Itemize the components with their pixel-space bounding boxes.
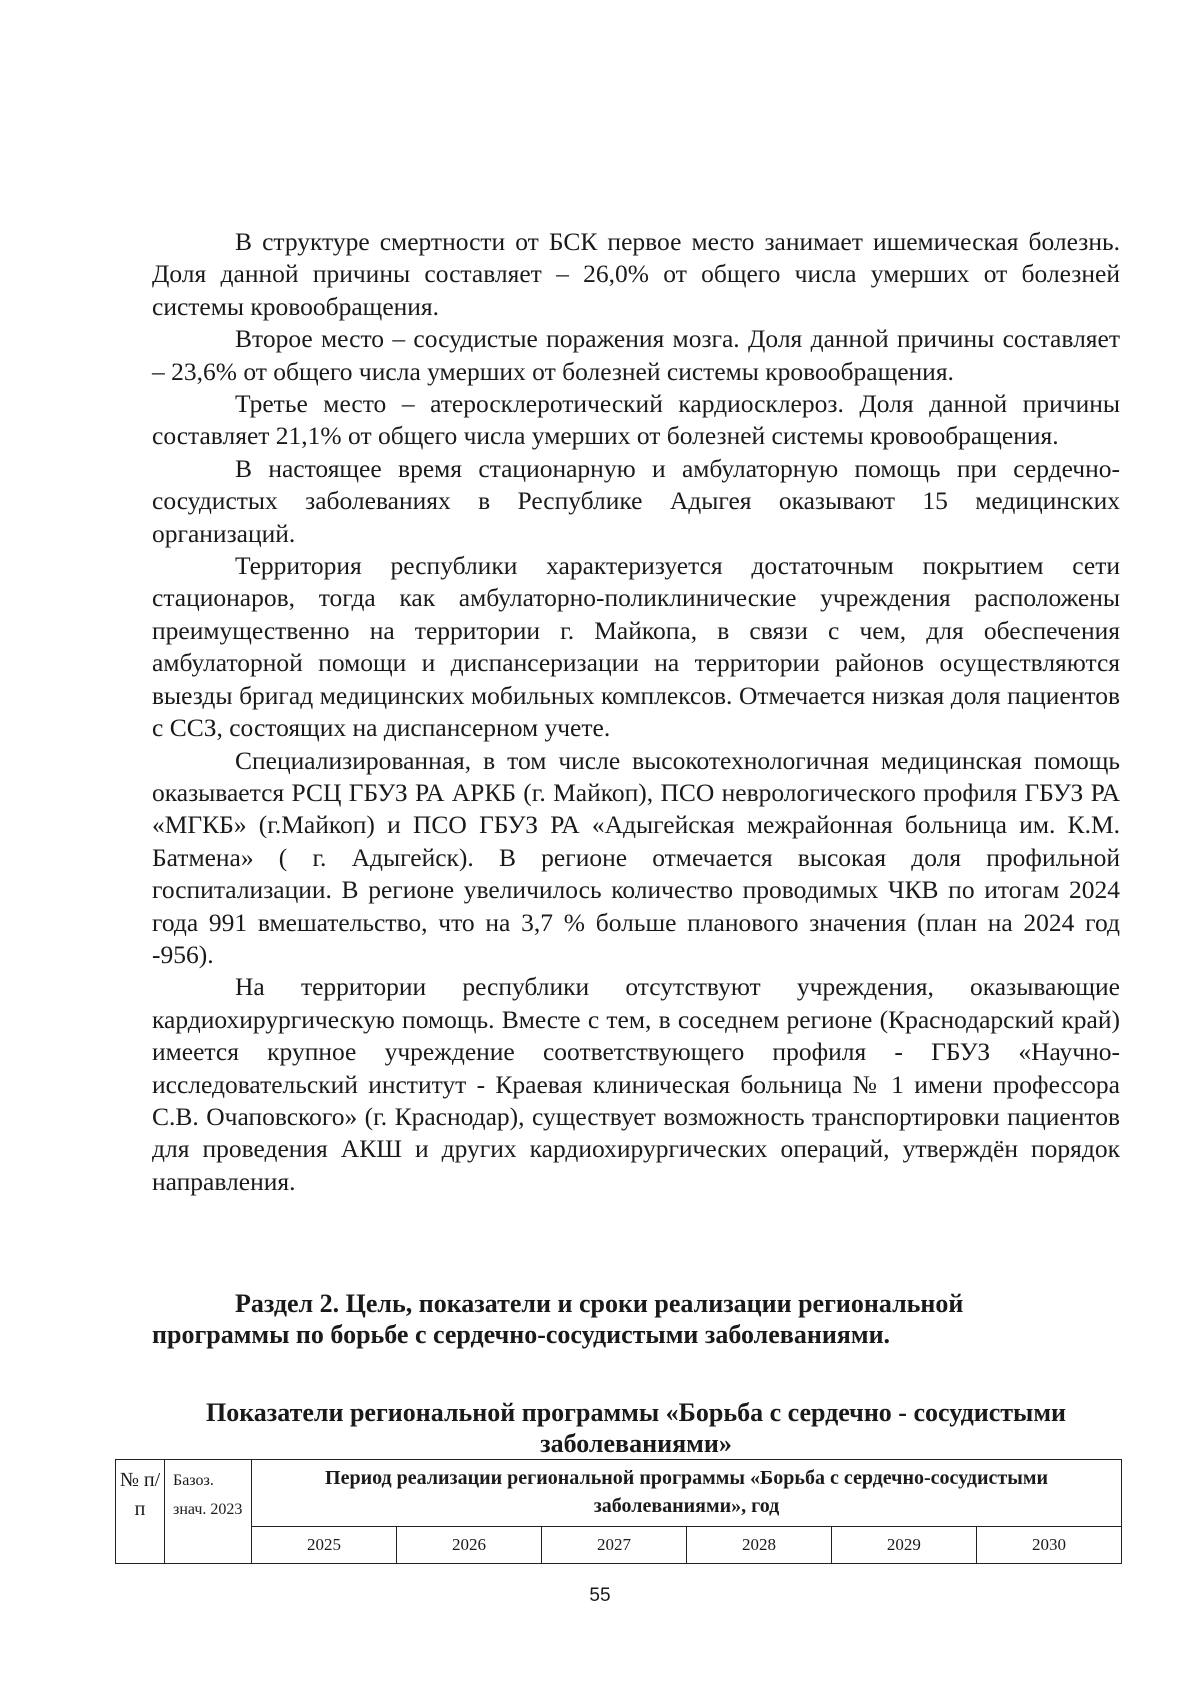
- paragraph: В настоящее время стационарную и амбулаторную помощь при сердечно-сосудистых заболеваниях в Республике Адыгея оказывают 15 медицинских организаций.: [152, 453, 1120, 548]
- paragraph: Специализированная, в том числе высокотехнологичная медицинская помощь оказывается РСЦ ГБУЗ РА АРКБ (г. Майкоп), ПСО неврологического профиля ГБУЗ РА «МГКБ» (г.Майкоп) и ПСО ГБУЗ РА «Адыгейская межрайонная больница им. К.М. Батмена» ( г. Адыгейск). В регионе отмечается высокая доля профильной госпитализации. В регионе увеличилось количество проводимых ЧКВ по итогам 2024 года 991 вмешательство, что на 3,7 % больше планового значения (план на 2024 год -956).: [152, 745, 1120, 969]
- column-header-base-value: Базоз. знач. 2023: [165, 1460, 252, 1564]
- section-heading: Раздел 2. Цель, показатели и сроки реализации региональной программы по борьбе с сердечно-сосудистыми заболеваниями.: [152, 1289, 964, 1349]
- column-header-period: Период реализации региональной программы «Борьба с сердечно-сосудистыми заболеваниями», год: [252, 1460, 1122, 1527]
- paragraph: Третье место – атеросклеротический кардиосклероз. Доля данной причины составляет 21,1% от общего числа умерших от болезней системы кровообращения.: [152, 389, 1120, 451]
- paragraph: Территория республики характеризуется достаточным покрытием сети стационаров, тогда как амбулаторно-поликлинические учреждения расположены преимущественно на территории г. Майкопа, в связи с чем, для обеспечения амбулаторной помощи и диспансеризации на территории районов осуществляются выезды бригад медицинских мобильных комплексов. Отмечается низкая доля пациентов с ССЗ, состоящих на диспансерном учете.: [152, 551, 1120, 743]
- year-header: 2025: [252, 1527, 397, 1564]
- paragraph: В структуре смертности от БСК первое место занимает ишемическая болезнь. Доля данной причины составляет – 26,0% от общего числа умерших от болезней системы кровообращения.: [152, 227, 1120, 321]
- year-header: 2029: [831, 1527, 976, 1564]
- table-title: Показатели региональной программы «Борьба с сердечно - сосудистыми заболеваниями»: [205, 1398, 1067, 1458]
- column-header-number: № п/п: [116, 1460, 165, 1564]
- body-text: [152, 226, 1120, 1198]
- paragraph: На территории республики отсутствуют учреждения, оказывающие кардиохирургическую помощь. Вместе с тем, в соседнем регионе (Краснодарский край) имеется крупное учреждение соответствующего профиля - ГБУЗ «Научно-исследовательский институт - Краевая клиническая больница № 1 имени профессора С.В. Очаповского» (г. Краснодар), существует возможность транспортировки пациентов для проведения АКШ и других кардиохирургических операций, утверждён порядок направления.: [152, 972, 1120, 1196]
- year-header: 2027: [541, 1527, 686, 1564]
- year-header: 2026: [396, 1527, 541, 1564]
- page-number: 55: [589, 1585, 611, 1606]
- year-header: 2028: [686, 1527, 831, 1564]
- paragraph: Второе место – сосудистые поражения мозга. Доля данной причины составляет – 23,6% от общего числа умерших от болезней системы кровообращения.: [152, 324, 1120, 386]
- year-header: 2030: [976, 1527, 1121, 1564]
- indicators-table: [115, 1459, 1122, 1564]
